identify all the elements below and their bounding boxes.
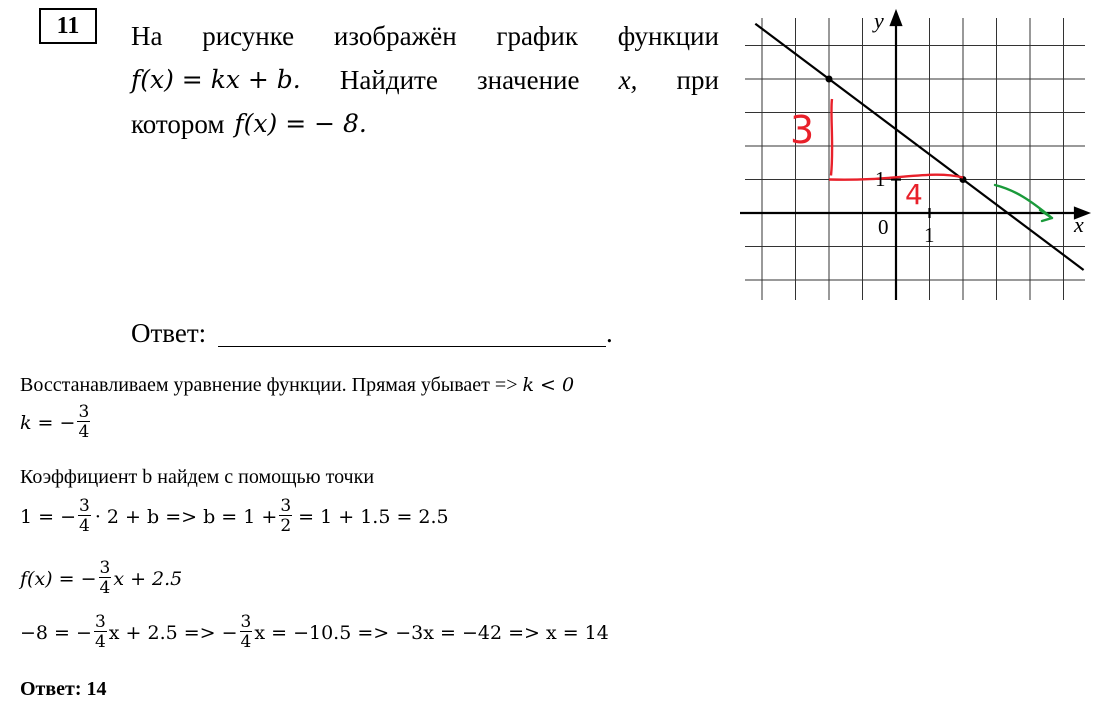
solution-line-1 bbox=[20, 374, 574, 397]
math-part: x + 2.5 => − bbox=[108, 621, 238, 644]
final-answer: Ответ: 14 bbox=[20, 678, 107, 700]
fraction bbox=[77, 404, 90, 441]
task-word: котором bbox=[131, 109, 225, 139]
task-word: изображён bbox=[333, 21, 457, 51]
y-tick-label: 1 bbox=[875, 167, 886, 191]
fraction-numerator: 3 bbox=[99, 558, 111, 578]
solution-text: Восстанавливаем уравнение функции. Прямая убывает => bbox=[20, 374, 523, 396]
fraction bbox=[94, 614, 107, 651]
function-graph bbox=[0, 0, 1110, 310]
task-word: Найдите bbox=[339, 65, 438, 95]
solution-line-b bbox=[20, 466, 374, 489]
fraction bbox=[240, 614, 253, 651]
function-equation bbox=[20, 560, 182, 597]
math-part: x + 2.5 bbox=[113, 567, 183, 590]
task-word: x, bbox=[618, 65, 638, 95]
y-axis-label: y bbox=[874, 8, 884, 33]
fraction bbox=[279, 498, 292, 535]
fraction-denominator: 4 bbox=[79, 516, 90, 536]
math-part: f(x) = − bbox=[20, 567, 97, 590]
fraction bbox=[78, 498, 91, 535]
answer-label: Ответ: bbox=[131, 318, 207, 348]
math-part: x = −10.5 => −3x = −42 => x = 14 bbox=[254, 621, 609, 644]
math-part: · 2 + b => b = 1 + bbox=[94, 505, 278, 528]
task-word: рисунке bbox=[202, 21, 295, 51]
task-word: при bbox=[676, 65, 719, 95]
answer-field[interactable] bbox=[218, 346, 606, 347]
task-word: функции bbox=[617, 21, 719, 51]
fraction-denominator: 4 bbox=[240, 632, 252, 652]
fraction bbox=[99, 560, 112, 597]
rise-annotation-line bbox=[831, 99, 832, 176]
task-word: значение bbox=[477, 65, 580, 95]
task-formula: f(x) = − 8. bbox=[234, 109, 367, 138]
fraction-denominator: 4 bbox=[78, 422, 90, 442]
fraction-denominator: 2 bbox=[280, 516, 292, 536]
fraction-numerator: 3 bbox=[94, 612, 106, 632]
graph-axes bbox=[740, 12, 1088, 300]
solution-text: Коэффициент b найдем с помощью точки bbox=[20, 466, 375, 488]
run-annotation-label: 4 bbox=[905, 178, 923, 211]
x-axis-label: x bbox=[1074, 212, 1084, 237]
fraction-numerator: 3 bbox=[79, 496, 90, 516]
axis-line bbox=[891, 12, 901, 25]
task-word: график bbox=[496, 21, 578, 51]
rise-annotation-label: 3 bbox=[790, 108, 815, 152]
k-equation bbox=[20, 404, 92, 441]
math-part: k = − bbox=[20, 411, 76, 434]
graph-grid bbox=[745, 18, 1085, 300]
math-part: 1 = − bbox=[20, 505, 77, 528]
x-tick-label: 1 bbox=[924, 223, 935, 247]
task-number: 11 bbox=[39, 8, 97, 44]
task-formula: f(x) = kx + b. bbox=[131, 65, 301, 94]
answer-dot: . bbox=[606, 318, 613, 348]
math-part: = 1 + 1.5 = 2.5 bbox=[298, 505, 449, 528]
x-equation bbox=[20, 614, 609, 651]
fraction-denominator: 4 bbox=[94, 632, 106, 652]
fraction-denominator: 4 bbox=[99, 578, 111, 598]
fraction-numerator: 3 bbox=[280, 496, 292, 516]
task-word: На bbox=[131, 21, 163, 51]
math-part: −8 = − bbox=[20, 621, 92, 644]
b-equation bbox=[20, 498, 449, 535]
solution-math: k < 0 bbox=[522, 374, 575, 396]
graph-point bbox=[826, 76, 833, 83]
fraction-numerator: 3 bbox=[240, 612, 252, 632]
origin-label: 0 bbox=[878, 215, 889, 239]
green-arrow-icon bbox=[995, 185, 1052, 221]
fraction-numerator: 3 bbox=[78, 402, 90, 422]
